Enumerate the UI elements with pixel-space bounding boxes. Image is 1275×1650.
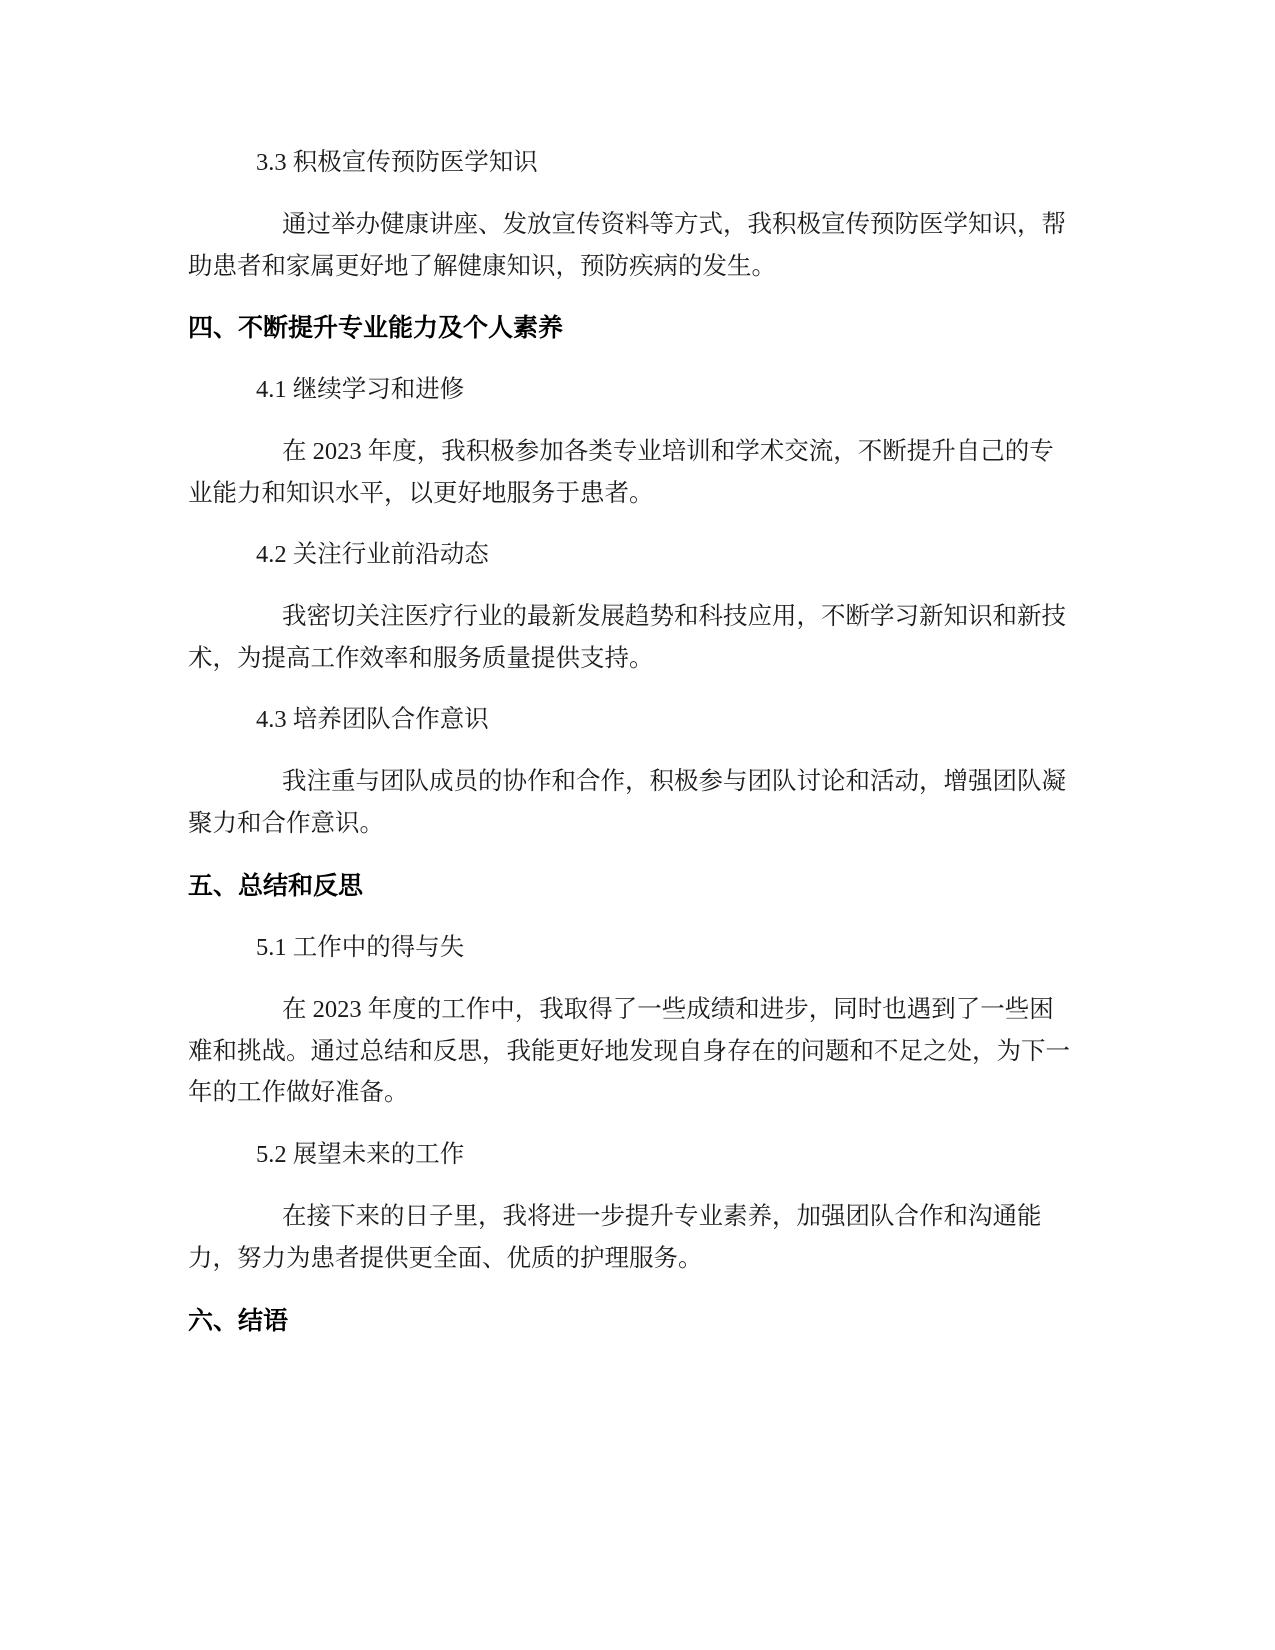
- paragraph-line: 力，努力为患者提供更全面、优质的护理服务。: [188, 1245, 703, 1272]
- section-heading-4: 四、不断提升专业能力及个人素养: [188, 313, 564, 342]
- paragraph-line: 我密切关注医疗行业的最新发展趋势和科技应用，不断学习新知识和新技: [282, 603, 1066, 630]
- paragraph-line: 业能力和知识水平，以更好地服务于患者。: [188, 480, 654, 507]
- paragraph-line: 年的工作做好准备。: [188, 1079, 409, 1106]
- paragraph-line: 术，为提高工作效率和服务质量提供支持。: [188, 645, 654, 672]
- paragraph-line: 在接下来的日子里，我将进一步提升专业素养，加强团队合作和沟通能: [282, 1203, 1042, 1230]
- paragraph-line: 难和挑战。通过总结和反思，我能更好地发现自身存在的问题和不足之处，为下一: [188, 1038, 1070, 1065]
- section-heading-5: 五、总结和反思: [188, 871, 364, 900]
- subsection-title-3-3: 3.3 积极宣传预防医学知识: [256, 149, 538, 176]
- paragraph-line: 在 2023 年度的工作中，我取得了一些成绩和进步，同时也遇到了一些困: [282, 996, 1054, 1023]
- section-heading-6: 六、结语: [188, 1306, 289, 1335]
- paragraph-line: 通过举办健康讲座、发放宣传资料等方式，我积极宣传预防医学知识，帮: [282, 211, 1066, 238]
- subsection-title-5-2: 5.2 展望未来的工作: [256, 1141, 465, 1168]
- paragraph-line: 助患者和家属更好地了解健康知识，预防疾病的发生。: [188, 253, 776, 280]
- paragraph-line: 我注重与团队成员的协作和合作，积极参与团队讨论和活动，增强团队凝: [282, 768, 1066, 795]
- subsection-title-5-1: 5.1 工作中的得与失: [256, 934, 465, 961]
- paragraph-line: 在 2023 年度，我积极参加各类专业培训和学术交流，不断提升自己的专: [282, 438, 1054, 465]
- subsection-title-4-2: 4.2 关注行业前沿动态: [256, 541, 489, 568]
- subsection-title-4-3: 4.3 培养团队合作意识: [256, 706, 489, 733]
- subsection-title-4-1: 4.1 继续学习和进修: [256, 376, 465, 403]
- paragraph-line: 聚力和合作意识。: [188, 810, 384, 837]
